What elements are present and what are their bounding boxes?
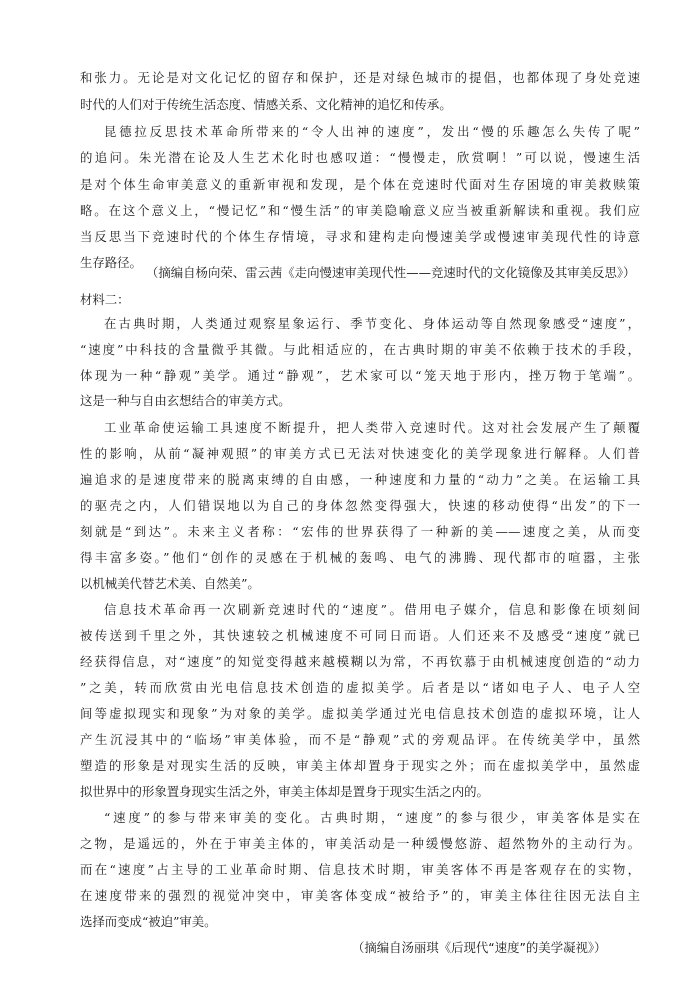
para3-line-4: 这是一种与自由玄想结合的审美方式。 [80, 393, 291, 408]
para4-line-2: 性的影响，从前“凝神观照”的审美方式已无法对快速变化的美学现象进行解释。人们普 [80, 446, 640, 461]
para6-line-4: 在速度带来的强烈的视觉冲突中，审美客体变成“被给予”的，审美主体往往因无法自主 [80, 888, 640, 903]
material-2-label: 材料二： [80, 292, 130, 307]
para5-line-5: 间等虚拟现实和现象”为对象的美学。虚拟美学通过光电信息技术创造的虚拟环境，让人 [80, 706, 640, 721]
source-citation-2: （摘编自汤丽琪《后现代“速度”的美学凝视》） [352, 940, 607, 955]
para2-line-4: 略。在这个意义上，“慢记忆”和“慢生活”的审美隐喻意义应当被重新解读和重视。我们应 [80, 203, 640, 218]
para4-line-6: 得丰富多姿。”他们“创作的灵感在于机械的轰鸣、电气的沸腾、现代都市的喧嚣，主张 [80, 550, 640, 565]
para6-line-3: 而在“速度”占主导的工业革命时期、信息技术时期，审美客体不再是客观存在的实物， [80, 862, 640, 877]
source-citation-1: （摘编自杨向荣、雷云茜《走向慢速审美现代性——竞速时代的文化镜像及其审美反思》） [146, 265, 636, 280]
para1-line-1: 和张力。无论是对文化记忆的留存和保护，还是对绿色城市的提倡，也都体现了身处竞速 [80, 70, 640, 85]
para3-line-1: 在古典时期，人类通过观察星象运行、季节变化、身体运动等自然现象感受“速度”， [104, 316, 640, 331]
para2-line-6: 生存路径。 [80, 255, 142, 270]
para5-line-8: 拟世界中的形象置身现实生活之外，审美主体却是置身于现实生活之内的。 [80, 784, 489, 799]
para5-line-3: 经获得信息，对“速度”的知觉变得越来越模糊以为常，不再钦慕于由机械速度创造的“动力 [80, 654, 640, 669]
para3-line-3: 体现为一种“静观”美学。通过“静观”，艺术家可以“笼天地于形内，挫万物于笔端”。 [80, 368, 640, 383]
para1-line-2: 时代的人们对于传统生活态度、情感关系、文化精神的追忆和传承。 [80, 97, 452, 112]
para4-line-1: 工业革命使运输工具速度不断提升，把人类带入竞速时代。这对社会发展产生了颠覆 [104, 420, 640, 435]
para4-line-7: 以机械美代替艺术美、自然美”。 [80, 576, 260, 591]
para5-line-1: 信息技术革命再一次刷新竞速时代的“速度”。借用电子媒介，信息和影像在顷刻间 [104, 602, 640, 617]
para5-line-7: 塑造的形象是对现实生活的反映，审美主体却置身于现实之外；而在虚拟美学中，虽然虚 [80, 758, 640, 773]
para2-line-3: 是对个体生命审美意义的重新审视和发现，是个体在竞速时代面对生存困境的审美救赎策 [80, 177, 640, 192]
para4-line-4: 的驱壳之内，人们错误地以为自己的身体忽然变得强大，快速的移动使得“出发”的下一 [80, 498, 640, 513]
para3-line-2: “速度”中科技的含量微乎其微。与此相适应的，在古典时期的审美不依赖于技术的手段， [80, 342, 640, 357]
para2-line-5: 当反思当下竞速时代的个体生存情境，寻求和建构走向慢速美学或慢速审美现代性的诗意 [80, 229, 640, 244]
para5-line-2: 被传送到千里之外，其快速较之机械速度不可同日而语。人们还来不及感受“速度”就已 [80, 628, 640, 643]
para5-line-6: 产生沉浸其中的“临场”审美体验，而不是“静观”式的旁观品评。在传统美学中，虽然 [80, 732, 640, 747]
para5-line-4: ”之美，转而欣赏由光电信息技术创造的虚拟美学。后者是以“诸如电子人、电子人空 [80, 680, 640, 695]
para4-line-5: 刻就是“到达”。未来主义者称：“宏伟的世界获得了一种新的美——速度之美，从而变 [80, 524, 640, 539]
para6-line-1: “速度”的参与带来审美的变化。古典时期，“速度”的参与很少，审美客体是实在 [104, 810, 640, 825]
para6-line-5: 选择而变成“被迫”审美。 [80, 914, 217, 929]
para2-line-2: 的追问。朱光潜在论及人生艺术化时也感叹道：“慢慢走，欣赏啊！”可以说，慢速生活 [80, 150, 640, 165]
para2-line-1: 昆德拉反思技术革命所带来的“令人出神的速度”，发出“慢的乐趣怎么失传了呢” [104, 124, 640, 139]
para4-line-3: 遍追求的是速度带来的脱离束缚的自由感，一种速度和力量的“动力”之美。在运输工具 [80, 472, 640, 487]
para6-line-2: 之物，是遥远的，外在于审美主体的，审美活动是一种缓慢悠游、超然物外的主动行为。 [80, 836, 640, 851]
